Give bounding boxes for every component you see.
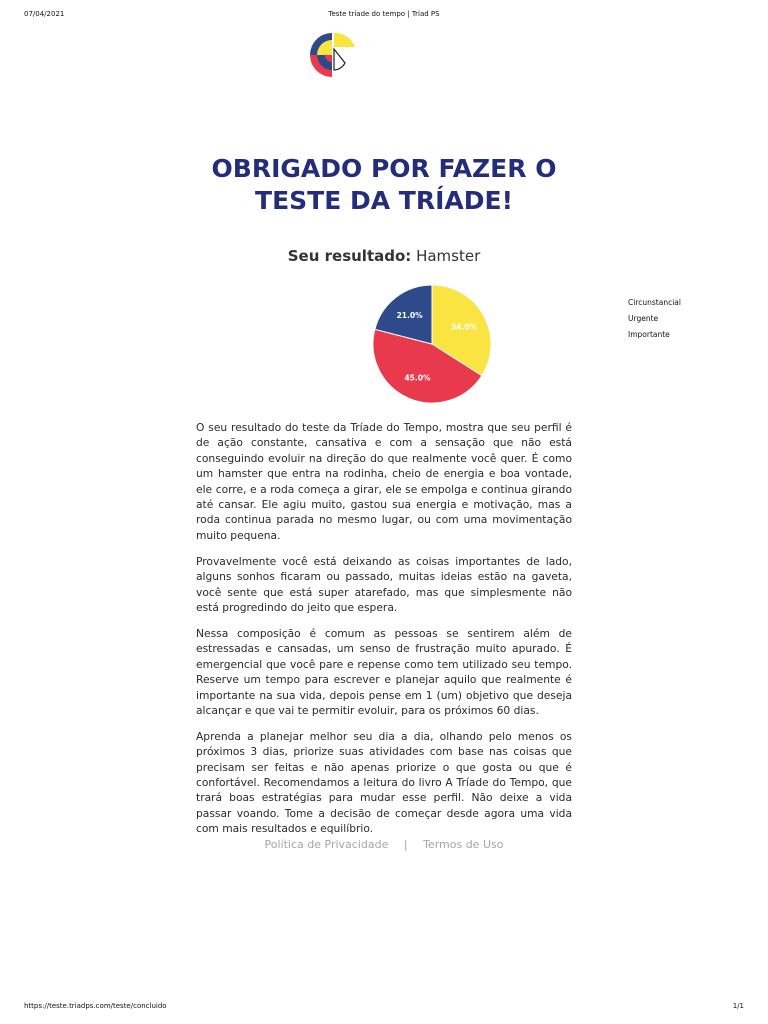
page-title [160, 153, 608, 217]
terms-of-use-link[interactable]: Termos de Uso [423, 838, 504, 851]
result-label: Seu resultado: [287, 247, 412, 265]
result-line [0, 247, 768, 265]
print-page-number: 1/1 [732, 1002, 744, 1010]
privacy-policy-link[interactable]: Política de Privacidade [264, 838, 389, 851]
pie-data-label-importante: 21.0% [396, 311, 423, 321]
triad-logo [305, 30, 361, 80]
pie-data-label-circunstancial: 34.0% [451, 322, 478, 332]
print-url: https://teste.triadps.com/teste/concluido [24, 1002, 167, 1010]
chart-legend [628, 298, 681, 346]
legend-item-urgente: Urgente [628, 314, 659, 323]
title-line-1: OBRIGADO POR FAZER O [211, 154, 557, 183]
paragraph-4: Aprenda a planejar melhor seu dia a dia, olhando pelo menos os próximos 3 dias, priorize suas atividades com base nas coisas que precisam ser feitas e não apenas priorize o que gosta ou que é confortável. Recomendamos a leitura do livro A Tríade do Tempo, que trará boas estratégias para mudar esse perfil. Não deixe a vida passar voando. Tome a decisão de começar desde agora uma vida com mais resultados e equilíbrio. [196, 729, 572, 836]
footer-links [0, 838, 768, 851]
pie-data-label-urgente: 45.0% [404, 373, 431, 383]
print-doc-title: Teste tríade do tempo | Tríad PS [328, 10, 440, 18]
result-pie-chart [360, 280, 504, 408]
result-description [196, 420, 572, 847]
paragraph-2: Provavelmente você está deixando as coisas importantes de lado, alguns sonhos ficaram ou passado, muitas ideias estão na gaveta, você sente que está super atarefado, mas que simplesmente não está progredindo do jeito que espera. [196, 554, 572, 614]
paragraph-3: Nessa composição é comum as pessoas se sentirem além de estressadas e cansadas, um senso de frustração muito apurado. É emergencial que você pare e repense como tem utilizado seu tempo. Reserve um tempo para escrever e planejar aquilo que realmente é importante na sua vida, depois pense em 1 (um) objetivo que deseja alcançar e que vai te permitir evoluir, para os próximos 60 dias. [196, 626, 572, 717]
title-line-2: TESTE DA TRÍADE! [255, 186, 513, 215]
print-date: 07/04/2021 [24, 10, 65, 18]
footer-separator: | [403, 838, 408, 851]
result-value: Hamster [416, 247, 481, 265]
legend-item-importante: Importante [628, 330, 670, 339]
paragraph-1: O seu resultado do teste da Tríade do Tempo, mostra que seu perfil é de ação constante, cansativa e com a sensação que não está conseguindo evoluir na direção do que realmente você quer. É como um hamster que entra na rodinha, cheio de energia e boa vontade, ele corre, e a roda começa a girar, ele se empolga e continua girando até cansar. Ele agiu muito, gastou sua energia e motivação, mas a roda continua parada no mesmo lugar, ou com uma movimentação muito pequena. [196, 421, 572, 542]
legend-item-circunstancial: Circunstancial [628, 298, 681, 307]
